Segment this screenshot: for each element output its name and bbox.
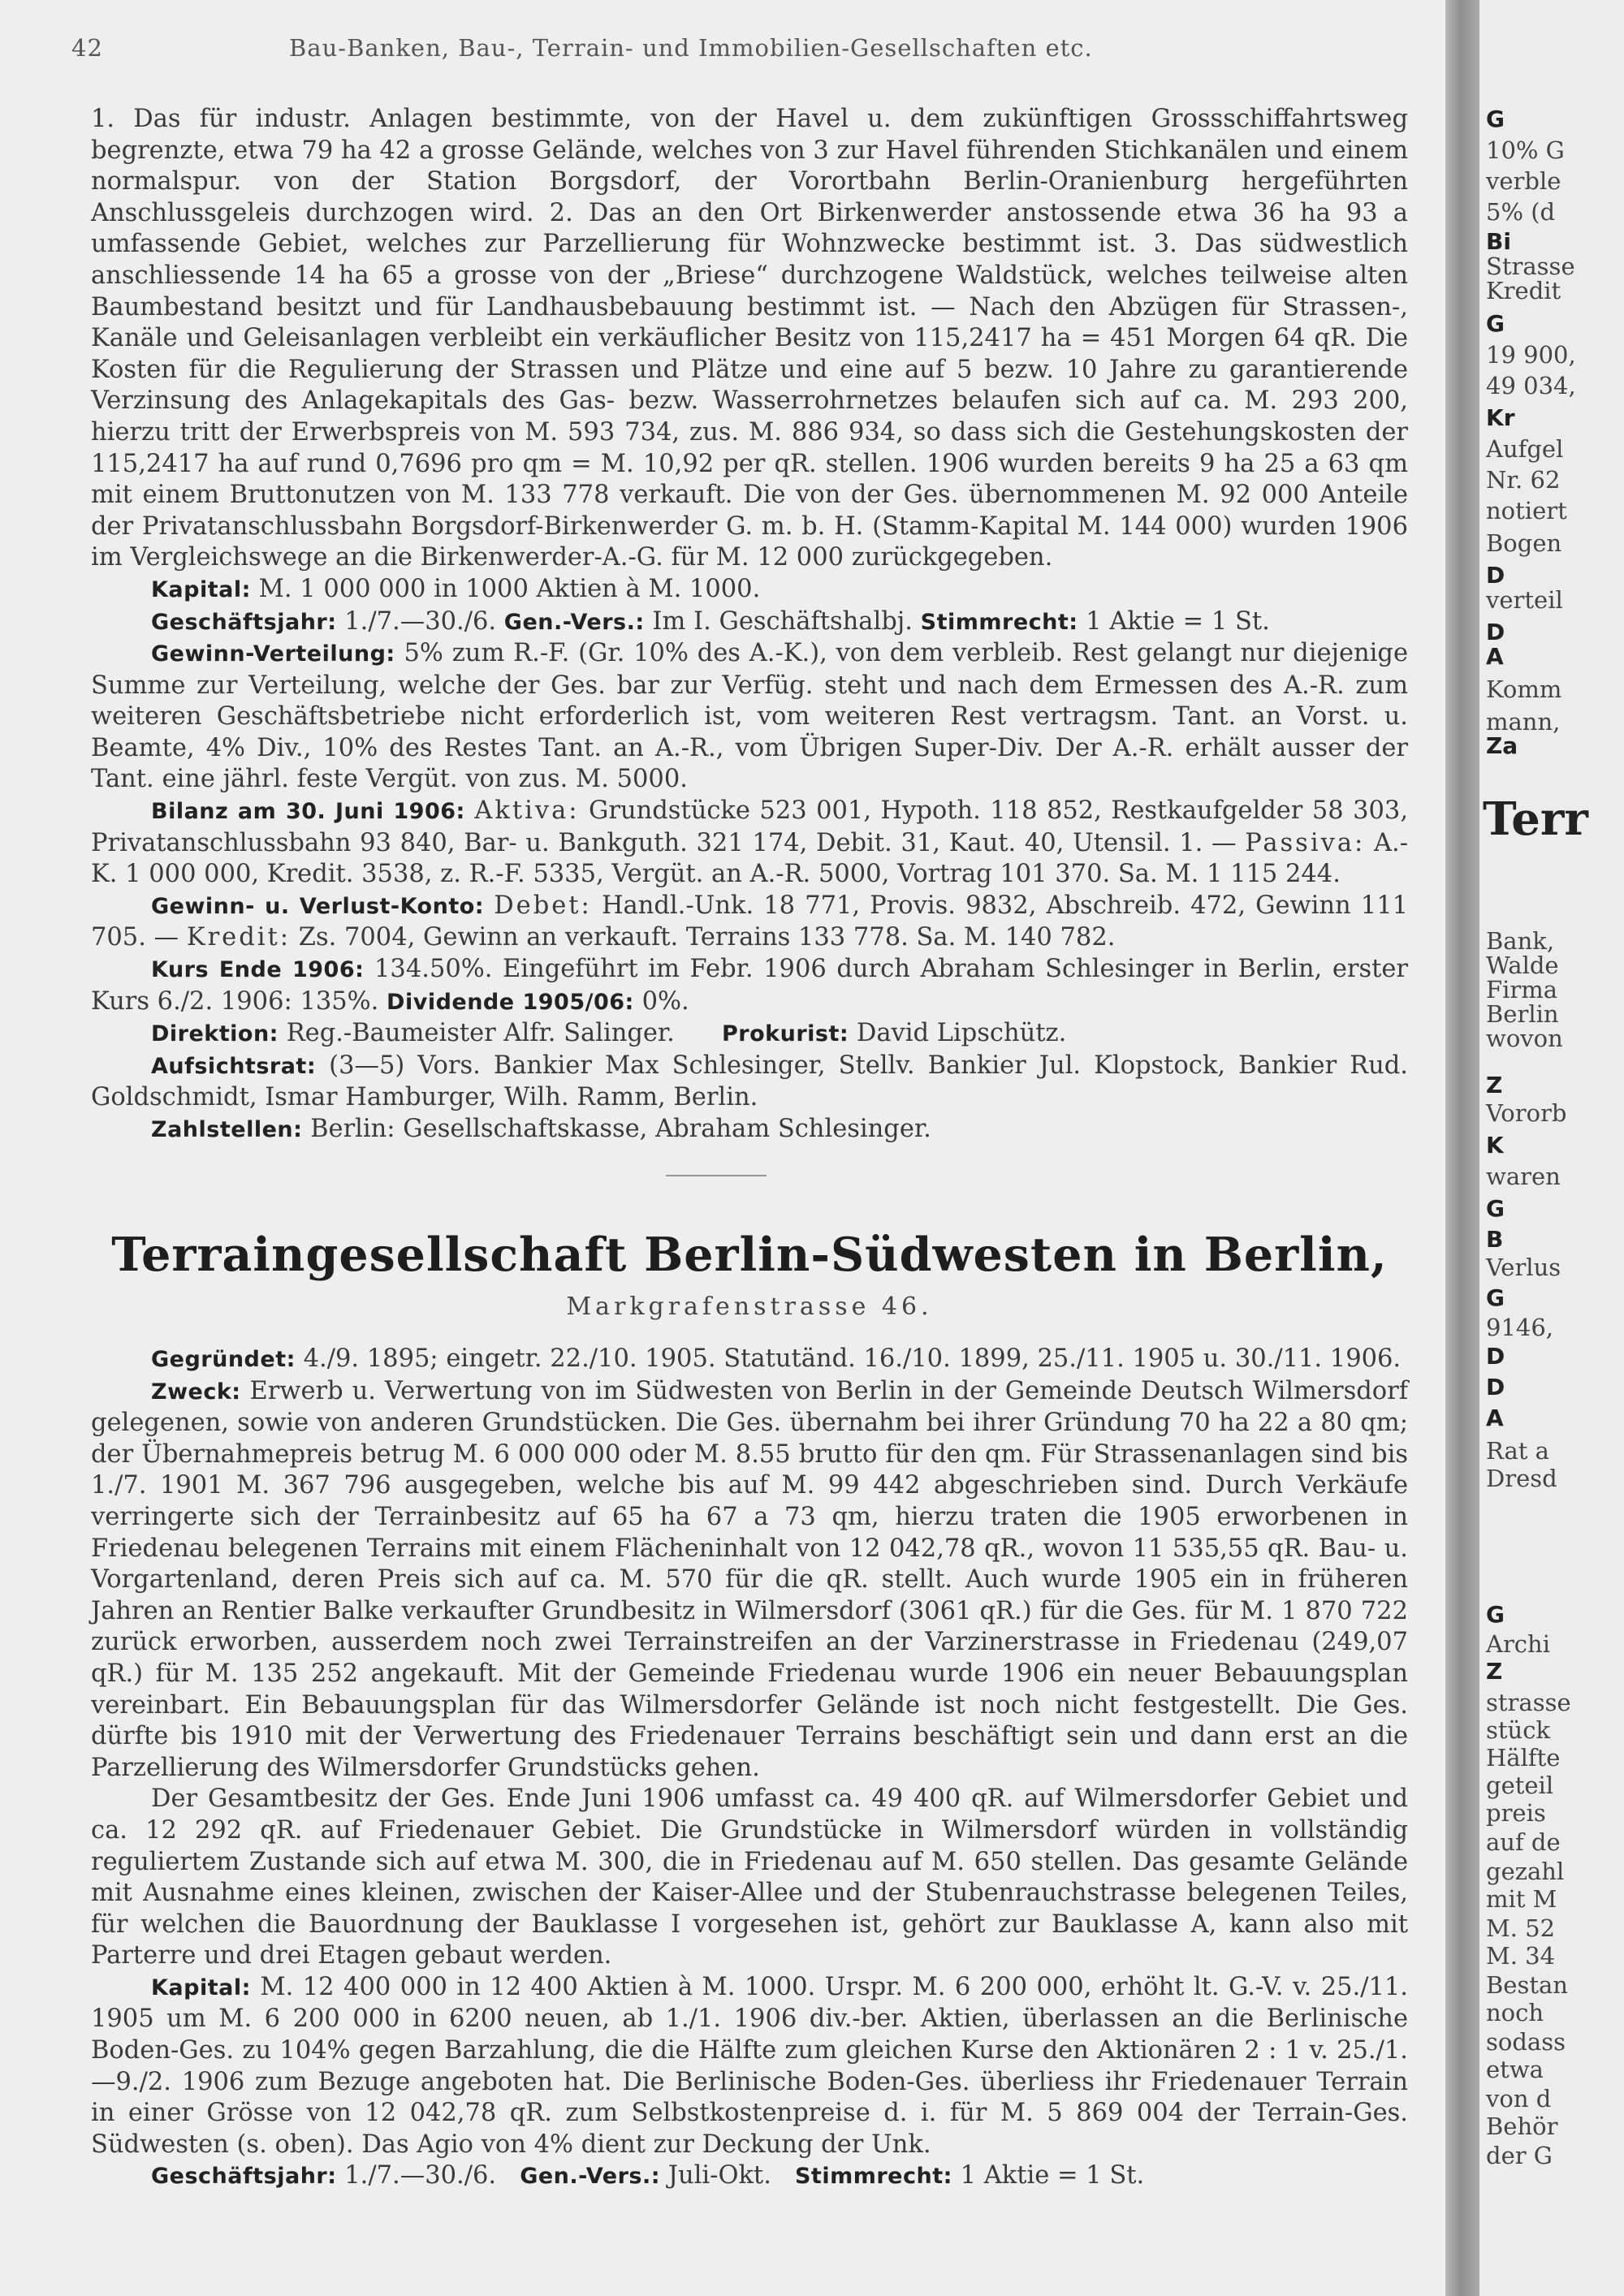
facing-text-fragment: Vororb (1486, 1099, 1567, 1127)
facing-text-fragment: Kredit (1486, 277, 1561, 304)
facing-text-fragment: G (1486, 1195, 1505, 1222)
facing-text-fragment: verble (1486, 167, 1561, 195)
facing-text-fragment: G (1486, 310, 1505, 337)
facing-text-fragment: 10% G (1486, 136, 1565, 164)
company2-gegruendet: Gegründet: 4./9. 1895; eingetr. 22./10. 1905. Statutänd. 16./10. 1899, 25./11. 1905 u. 30./11. 1906. (151, 1344, 1402, 1373)
facing-text-fragment: waren (1486, 1163, 1561, 1190)
facing-text-fragment: Komm (1486, 675, 1562, 703)
facing-text-fragment: G (1486, 1284, 1505, 1311)
facing-text-fragment: Z (1486, 1658, 1503, 1685)
facing-text-fragment: der G (1486, 2142, 1553, 2169)
running-title: Bau-Banken, Bau-, Terrain- und Immobilien-Gesellschaften etc. (289, 34, 1093, 62)
company1-direktion: Direktion: Reg.-Baumeister Alfr. Salinger. Prokurist: David Lipschütz. (151, 1019, 1067, 1048)
facing-text-fragment: Bogen (1486, 529, 1562, 557)
facing-text-fragment: Terr (1483, 792, 1588, 846)
facing-text-fragment: etwa (1486, 2056, 1544, 2083)
facing-text-fragment: M. 34 (1486, 1942, 1556, 1970)
facing-text-fragment: auf de (1486, 1828, 1561, 1856)
company2-gesamtbesitz: Der Gesamtbesitz der Ges. Ende Juni 1906 umfasst ca. 49 400 qR. auf Wilmersdorfer Gebiet und ca. 12 292 qR. auf Friedenauer Gebiet. Die Grundstücke in Wilmersdorf würden in vollständig reguliertem Zustande sich auf etwa M. 300, die in Friedenau auf M. 650 stellen. Das gesamte Gelände mit Ausnahme eines kleinen, zwischen der Kaiser-Allee und der Stubenrauchstrasse belegenen Teiles, für welchen die Bauordnung der Bauklasse I vorgesehen ist, gehört zur Bauklasse A, kann also mit Parterre und drei Etagen gebaut werden. (91, 1785, 1408, 1970)
facing-text-fragment: Bestan (1486, 1971, 1568, 1999)
facing-text-fragment: stück (1486, 1716, 1551, 1744)
facing-text-fragment: K (1486, 1132, 1504, 1159)
facing-text-fragment: strasse (1486, 1689, 1571, 1716)
section-divider (666, 1175, 767, 1176)
company1-gewinn-verteilung: Gewinn-Verteilung: 5% zum R.-F. (Gr. 10% des A.-K.), von dem verbleib. Rest gelangt nur diejenige Summe zur Verteilung, welche der Ges. bar zur Verfüg. steht und nach dem Ermessen des A.-R. zum weiteren Geschäftsbetriebe nicht erforderlich ist, vom weiteren Rest vertragsm. Tant. an Vorst. u. Beamte, 4% Div., 10% des Restes Tant. an A.-R., vom Übrigen Super-Div. Der A.-R. erhält ausser der Tant. eine jährl. feste Vergüt. von zus. M. 5000. (91, 639, 1408, 794)
facing-text-fragment: D (1486, 1343, 1505, 1370)
company1-zahlstellen: Zahlstellen: Berlin: Gesellschaftskasse, Abraham Schlesinger. (151, 1115, 931, 1143)
facing-text-fragment: D (1486, 562, 1505, 589)
company1-intro: 1. Das für industr. Anlagen bestimmte, von der Havel u. dem zukünftigen Grossschiffahrtsweg begrenzte, etwa 79 ha 42 a grosse Gelände, welches von 3 zur Havel führenden Stichkanälen und einem normalspur. von der Station Borgsdorf, der Vorortbahn Berlin-Oranienburg hergeführten Anschlussgeleis durchzogen wird. 2. Das an den Ort Birkenwerder anstossende etwa 36 ha 93 a umfassende Gebiet, welches zur Parzellierung für Wohnzwecke bestimmt ist. 3. Das südwestlich anschliessende 14 ha 65 a grosse von der „Briese“ durchzogene Waldstück, welches teilweise alten Baumbestand besitzt und für Landhausbebauung bestimmt ist. — Nach den Abzügen für Strassen-, Kanäle und Geleisanlagen verbleibt ein verkäuflicher Besitz von 115,2417 ha = 451 Morgen 64 qR. Die Kosten für die Regulierung der Strassen und Plätze und eine auf 5 bezw. 10 Jahre zu garantierende Verzinsung des Anlagekapitals des Gas- bezw. Wasserrohrnetzes belaufen sich auf ca. M. 293 200, hierzu tritt der Erwerbspreis von M. 593 734, zus. M. 886 934, so dass sich die Gestehungskosten der 115,2417 ha auf rund 0,7696 pro qm = M. 10,92 per qR. stellen. 1906 wurden bereits 9 ha 25 a 63 qm mit einem Bruttonutzen von M. 133 778 verkauft. Die von der Ges. übernommenen M. 92 000 Anteile der Privatanschlussbahn Borgsdorf-Birkenwerder G. m. b. H. (Stamm-Kapital M. 144 000) wurden 1906 im Vergleichswege an die Birkenwerder-A.-G. für M. 12 000 zurückgegeben. (91, 105, 1408, 572)
facing-text-fragment: Dresd (1486, 1465, 1557, 1492)
facing-page-edge (1479, 0, 1624, 2296)
facing-text-fragment: 5% (d (1486, 198, 1556, 226)
facing-text-fragment: Strasse (1486, 252, 1575, 280)
company1-aufsichtsrat: Aufsichtsrat: (3—5) Vors. Bankier Max Schlesinger, Stellv. Bankier Jul. Klopstock, Bankier Rud. Goldschmidt, Ismar Hamburger, Wilh. Ramm, Berlin. (91, 1051, 1408, 1112)
company2-geschaeftsjahr: Geschäftsjahr: 1./7.—30./6. Gen.-Vers.: Juli-Okt. Stimmrecht: 1 Aktie = 1 St. (151, 2161, 1145, 2190)
facing-text-fragment: Z (1486, 1072, 1503, 1098)
facing-text-fragment: mann, (1486, 708, 1561, 736)
facing-text-fragment: Bank, (1486, 927, 1555, 955)
facing-text-fragment: verteil (1486, 586, 1563, 614)
facing-text-fragment: Rat a (1486, 1437, 1549, 1465)
company1-kapital: Kapital: M. 1 000 000 in 1000 Aktien à M. 1000. (151, 574, 761, 603)
facing-text-fragment: D (1486, 1374, 1505, 1400)
facing-text-fragment: Firma (1486, 976, 1558, 1003)
company2-kapital: Kapital: M. 12 400 000 in 12 400 Aktien à M. 1000. Urspr. M. 6 200 000, erhöht lt. G.-V. v. 25./11. 1905 um M. 6 200 000 in 6200 neuen, ab 1./1. 1906 div.-ber. Aktien, überlassen an die Berlinische Boden-Ges. zu 104% gegen Barzahlung, die die Hälfte zum gleichen Kurse den Aktionären 2 : 1 v. 25./1.—9./2. 1906 zum Bezuge angeboten hat. Die Berlinische Boden-Ges. überliess ihr Friedenauer Terrain in einer Grösse von 12 042,78 qR. zum Selbstkostenpreise d. i. für M. 5 869 004 der Terrain-Ges. Südwesten (s. oben). Das Agio von 4% dient zur Deckung der Unk. (91, 1972, 1408, 2159)
facing-text-fragment: gezahl (1486, 1858, 1565, 1885)
facing-text-fragment: Za (1486, 732, 1518, 759)
facing-text-fragment: G (1486, 106, 1505, 132)
page-number: 42 (71, 34, 103, 62)
facing-text-fragment: D (1486, 619, 1505, 645)
facing-text-fragment: G (1486, 1601, 1505, 1628)
facing-text-fragment: 19 900, (1486, 341, 1576, 369)
facing-text-fragment: A (1486, 1405, 1504, 1431)
facing-text-fragment: Hälfte (1486, 1744, 1561, 1772)
company2-title: Terraingesellschaft Berlin-Südwesten in Berlin, (111, 1228, 1388, 1282)
facing-text-fragment: mit M (1486, 1885, 1557, 1913)
running-header (71, 34, 1413, 75)
facing-text-fragment: Aufgel (1486, 435, 1564, 463)
facing-text-fragment: Behör (1486, 2113, 1558, 2140)
company1-geschaeftsjahr: Geschäftsjahr: 1./7.—30./6. Gen.-Vers.: Im I. Geschäftshalbj. Stimmrecht: 1 Aktie = 1 St. (151, 606, 1270, 636)
company1-guv: Gewinn- u. Verlust-Konto: Debet: Handl.-Unk. 18 771, Provis. 9832, Abschreib. 472, Gewinn 111 705. — Kredit: Zs. 7004, Gewinn an verkauft. Terrains 133 778. Sa. M. 140 782. (91, 891, 1409, 952)
facing-text-fragment: Kr (1486, 404, 1515, 431)
facing-text-fragment: Walde (1486, 952, 1559, 979)
facing-text-fragment: B (1486, 1226, 1504, 1253)
facing-text-fragment: notiert (1486, 497, 1567, 524)
facing-text-fragment: A (1486, 643, 1504, 670)
facing-text-fragment: Bi (1486, 228, 1511, 255)
facing-text-fragment: sodass (1486, 2028, 1566, 2056)
facing-text-fragment: noch (1486, 1999, 1544, 2026)
facing-text-fragment: Nr. 62 (1486, 466, 1561, 494)
company2-entry (91, 1344, 1408, 2193)
facing-text-fragment: M. 52 (1486, 1914, 1556, 1942)
facing-text-fragment: Berlin (1486, 1000, 1559, 1028)
facing-text-fragment: 49 034, (1486, 372, 1576, 399)
facing-text-fragment: wovon (1486, 1025, 1563, 1052)
facing-text-fragment: 9146, (1486, 1314, 1554, 1341)
facing-text-fragment: Archi (1486, 1630, 1550, 1658)
book-gutter (1445, 0, 1479, 2296)
facing-text-fragment: geteil (1486, 1772, 1554, 1799)
facing-text-fragment: preis (1486, 1799, 1546, 1827)
company1-entry (91, 104, 1408, 1146)
company1-bilanz: Bilanz am 30. Juni 1906: Aktiva: Grundstücke 523 001, Hypoth. 118 852, Restkaufgelder 58 303, Privatanschlussbahn 93 840, Bar- u. Bankguth. 321 174, Debit. 31, Kaut. 40, Utensil. 1. — Passiva: A.-K. 1 000 000, Kredit. 3538, z. R.-F. 5335, Vergüt. an A.-R. 5000, Vortrag 101 370. Sa. M. 1 115 244. (91, 796, 1409, 889)
company1-kurs: Kurs Ende 1906: 134.50%. Eingeführt im Febr. 1906 durch Abraham Schlesinger in Berlin, erster Kurs 6./2. 1906: 135%. Dividende 1905/06: 0%. (91, 955, 1408, 1016)
company2-address: Markgrafenstrasse 46. (566, 1293, 933, 1321)
facing-text-fragment: von d (1486, 2085, 1552, 2113)
facing-text-fragment: Verlus (1486, 1254, 1561, 1281)
company2-zweck: Zweck: Erwerb u. Verwertung von im Südwesten von Berlin in der Gemeinde Deutsch Wilmersdorf gelegenen, sowie von anderen Grundstücken. Die Ges. übernahm bei ihrer Gründung 70 ha 22 a 80 qm; der Übernahmepreis betrug M. 6 000 000 oder M. 8.55 brutto für den qm. Für Strassenanlagen sind bis 1./7. 1901 M. 367 796 ausgegeben, welche bis auf M. 99 442 abgeschrieben sind. Durch Verkäufe verringerte sich der Terrainbesitz auf 65 ha 67 a 73 qm, hierzu traten die 1905 erworbenen in Friedenau belegenen Terrains mit einem Flächeninhalt von 12 042,78 qR., wovon 11 535,55 qR. Bau- u. Vorgartenland, deren Preis sich auf ca. M. 570 für die qR. stellt. Auch wurde 1905 ein in früheren Jahren an Rentier Balke verkaufter Grundbesitz in Wilmersdorf (3061 qR.) für die Ges. für M. 1 870 722 zurück erworben, ausserdem noch zwei Terrainstreifen an der Varzinerstrasse in Friedenau (249,07 qR.) für M. 135 252 angekauft. Mit der Gemeinde Friedenau wurde 1906 ein neuer Bebauungsplan vereinbart. Ein Bebauungsplan für das Wilmersdorfer Gelände ist noch nicht festgestellt. Die Ges. dürfte bis 1910 mit der Verwertung des Friedenauer Terrains beschäftigt sein und dann erst an die Parzellierung des Wilmersdorfer Grundstücks gehen. (91, 1376, 1408, 1782)
